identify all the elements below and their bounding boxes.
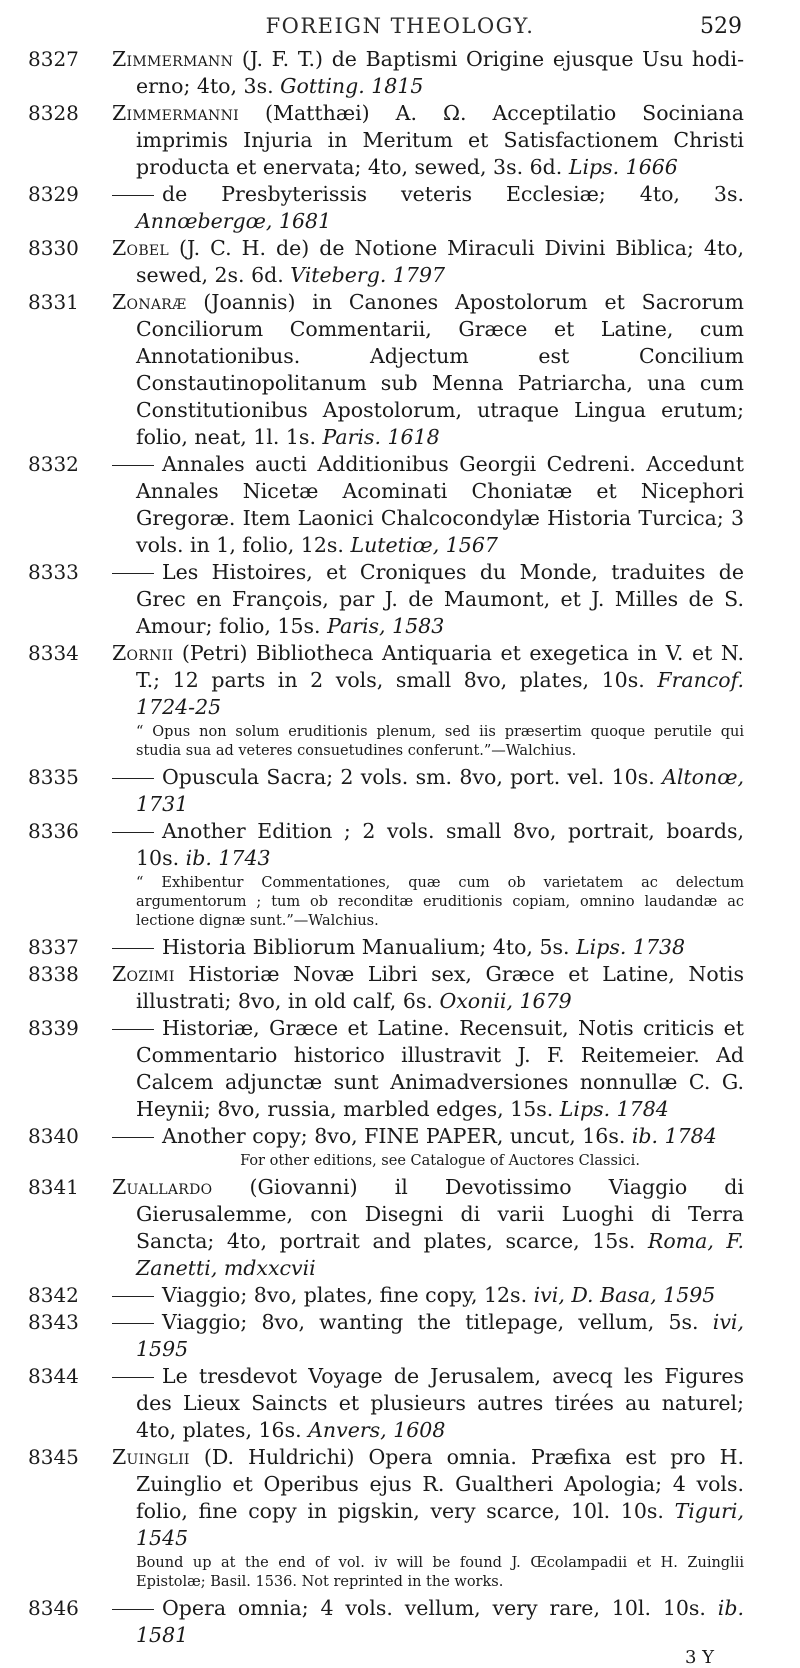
entry-text — [112, 1309, 744, 1363]
entry-imprint: Paris. 1618 — [322, 425, 440, 449]
author-name: Zuinglii — [112, 1445, 190, 1469]
entry-number: 8342 — [28, 1283, 79, 1307]
entry-description: (Giovanni) il Devotissimo Viaggio di Gierusalemme, con Disegni di varii Luoghi di Terra Sancta; 4to, portrait and plates, scarce, 15s. — [136, 1175, 744, 1253]
entry-imprint: Gotting. 1815 — [280, 74, 424, 98]
entry-number: 8338 — [28, 962, 79, 986]
entry-note: “ Opus non solum eruditionis plenum, sed iis præsertim quoque perutile qui studia sua ad veteres consuetudines conferunt.”—Walchius. — [136, 724, 744, 759]
entry-number: 8337 — [28, 935, 79, 959]
entry-number: 8332 — [28, 452, 79, 476]
entry-description: Viaggio; 8vo, plates, fine copy, 12s. — [162, 1283, 534, 1307]
catalogue-entry — [0, 1595, 800, 1649]
catalogue-entry — [0, 46, 800, 100]
entry-text — [112, 181, 744, 235]
entry-number: 8327 — [28, 47, 79, 71]
page-header — [0, 14, 800, 44]
catalogue-entry — [0, 289, 800, 451]
catalogue-entry — [0, 1174, 800, 1282]
ditto-dash — [112, 573, 154, 574]
entry-imprint: Anvers, 1608 — [308, 1418, 446, 1442]
entry-description: Opera omnia; 4 vols. vellum, very rare, 10l. 10s. — [162, 1596, 718, 1620]
entry-imprint: Tiguri, 1545 — [136, 1499, 744, 1550]
entry-number: 8330 — [28, 236, 79, 260]
signature-mark: 3 Y — [684, 1647, 714, 1668]
entry-note: For other editions, see Catalogue of Auctores Classici. — [240, 1153, 640, 1169]
entry-number: 8343 — [28, 1310, 79, 1334]
author-name: Zozimi — [112, 962, 175, 986]
catalogue-entry — [0, 1282, 800, 1309]
entry-text — [112, 289, 744, 451]
ditto-dash — [112, 1609, 154, 1610]
catalogue-entry — [0, 934, 800, 961]
entry-imprint: ivi, 1595 — [136, 1310, 744, 1361]
entry-text — [112, 1015, 744, 1123]
catalogue-entry — [0, 818, 800, 934]
entry-description: (J. F. T.) de Baptismi Origine ejusque Usu hodi-erno; 4to, 3s. — [136, 47, 744, 98]
entry-number: 8336 — [28, 819, 79, 843]
entry-imprint: ib. 1784 — [631, 1124, 717, 1148]
entry-imprint: Lips. 1784 — [559, 1097, 669, 1121]
entry-number: 8334 — [28, 641, 79, 665]
entry-text — [112, 1174, 744, 1282]
catalogue-entry — [0, 1123, 800, 1174]
entry-imprint: Annœbergœ, 1681 — [136, 209, 332, 233]
entry-imprint: Paris, 1583 — [327, 614, 445, 638]
entry-imprint: Lutetiœ, 1567 — [350, 533, 498, 557]
catalogue-entry — [0, 1363, 800, 1444]
catalogue-entry — [0, 1309, 800, 1363]
author-name: Zobel — [112, 236, 170, 260]
entry-number: 8339 — [28, 1016, 79, 1040]
entry-description: (J. C. H. de) de Notione Miraculi Divini Biblica; 4to, sewed, 2s. 6d. — [136, 236, 744, 287]
entry-text — [112, 818, 744, 872]
entry-number: 8341 — [28, 1175, 79, 1199]
entry-text — [112, 934, 744, 961]
catalogue-entry — [0, 1444, 800, 1595]
entry-text — [112, 100, 744, 181]
entry-description: Historia Bibliorum Manualium; 4to, 5s. — [162, 935, 577, 959]
ditto-dash — [112, 832, 154, 833]
page-number: 529 — [700, 14, 742, 39]
entry-text — [112, 640, 744, 721]
entry-text — [112, 1363, 744, 1444]
ditto-dash — [112, 948, 154, 949]
catalogue-entry — [0, 764, 800, 818]
entry-number: 8335 — [28, 765, 79, 789]
author-name: Zonaræ — [112, 290, 187, 314]
entry-imprint: ivi, D. Basa, 1595 — [533, 1283, 716, 1307]
entry-text — [112, 46, 744, 100]
entry-description: (Petri) Bibliotheca Antiquaria et exegetica in V. et N. T.; 12 parts in 2 vols, small 8vo, plates, 10s. — [136, 641, 744, 692]
entry-description: (D. Huldrichi) Opera omnia. Præfixa est pro H. Zuinglio et Operibus ejus R. Gualtheri Apologia; 4 vols. folio, fine copy in pigskin, very scarce, 10l. 10s. — [136, 1445, 744, 1523]
running-head: FOREIGN THEOLOGY. — [265, 14, 535, 38]
entry-imprint: ib. 1743 — [185, 846, 271, 870]
entry-text — [112, 1444, 744, 1552]
entry-number: 8345 — [28, 1445, 79, 1469]
entry-description: (Matthæi) A. Ω. Acceptilatio Sociniana imprimis Injuria in Meritum et Satisfactionem Christi producta et enervata; 4to, sewed, 3s. 6d. — [136, 101, 744, 179]
entry-imprint: Francof. 1724-25 — [136, 668, 744, 719]
ditto-dash — [112, 1029, 154, 1030]
entry-description: Le tresdevot Voyage de Jerusalem, avecq les Figures des Lieux Saincts et plusieurs autres tirées au naturel; 4to, plates, 16s. — [136, 1364, 744, 1442]
entry-description: Annales aucti Additionibus Georgii Cedreni. Accedunt Annales Nicetæ Acominati Choniatæ et Nicephori Gregoræ. Item Laonici Chalcocondylæ Historia Turcica; 3 vols. in 1, folio, 12s. — [136, 452, 744, 557]
entry-number: 8333 — [28, 560, 79, 584]
catalogue-entry — [0, 559, 800, 640]
author-name: Zimmermanni — [112, 101, 239, 125]
author-name: Zuallardo — [112, 1175, 213, 1199]
entry-imprint: Lips. 1738 — [576, 935, 686, 959]
entry-text — [112, 961, 744, 1015]
entry-imprint: Altonœ, 1731 — [136, 765, 744, 816]
entry-description: Opuscula Sacra; 2 vols. sm. 8vo, port. vel. 10s. — [162, 765, 663, 789]
entry-imprint: Oxonii, 1679 — [439, 989, 572, 1013]
entry-description: de Presbyterissis veteris Ecclesiæ; 4to, 3s. — [162, 182, 744, 206]
entry-number: 8344 — [28, 1364, 79, 1388]
entry-number: 8346 — [28, 1596, 79, 1620]
entry-text — [112, 1595, 744, 1649]
catalogue-entry — [0, 961, 800, 1015]
entry-imprint: Roma, F. Zanetti, mdxxcvii — [136, 1229, 744, 1280]
catalogue-entry — [0, 181, 800, 235]
catalogue-entry — [0, 640, 800, 764]
entry-text — [112, 559, 744, 640]
ditto-dash — [112, 1323, 154, 1324]
entry-imprint: Lips. 1666 — [568, 155, 678, 179]
entry-note: Bound up at the end of vol. iv will be found J. Œcolampadii et H. Zuinglii Epistolæ; Basil. 1536. Not reprinted in the works. — [136, 1555, 744, 1590]
entry-number: 8328 — [28, 101, 79, 125]
entry-imprint: ib. 1581 — [136, 1596, 744, 1647]
entry-note: “ Exhibentur Commentationes, quæ cum ob varietatem ac delectum argumentorum ; tum ob reconditæ eruditionis copiam, omnino laudandæ ac lectione dignæ sunt.”—Walchius. — [136, 875, 744, 929]
catalogue-entries — [0, 46, 800, 1668]
catalogue-entry — [0, 235, 800, 289]
entry-description: Another Edition ; 2 vols. small 8vo, portrait, boards, 10s. — [136, 819, 744, 870]
catalogue-entry — [0, 451, 800, 559]
entry-imprint: Viteberg. 1797 — [290, 263, 446, 287]
entry-description: Another copy; 8vo, FINE PAPER, uncut, 16s. — [162, 1124, 632, 1148]
entry-description: Historiæ, Græce et Latine. Recensuit, Notis criticis et Commentario historico illustravit J. F. Reitemeier. Ad Calcem adjunctæ sunt Animadversiones nonnullæ C. G. Heynii; 8vo, russia, marbled edges, 15s. — [136, 1016, 744, 1121]
entry-text — [112, 1282, 744, 1309]
catalogue-entry — [0, 1015, 800, 1123]
entry-text — [112, 1123, 744, 1150]
entry-text — [112, 235, 744, 289]
ditto-dash — [112, 195, 154, 196]
catalogue-entry — [0, 100, 800, 181]
author-name: Zimmermann — [112, 47, 234, 71]
entry-description: Les Histoires, et Croniques du Monde, traduites de Grec en François, par J. de Maumont, et J. Milles de S. Amour; folio, 15s. — [136, 560, 744, 638]
entry-description: (Joannis) in Canones Apostolorum et Sacrorum Conciliorum Commentarii, Græce et Latine, cum Annotationibus. Adjectum est Concilium Constautinopolitanum sub Menna Patriarcha, una cum Constitutionibus Apostolorum, utraque Lingua erutum; folio, neat, 1l. 1s. — [136, 290, 744, 449]
ditto-dash — [112, 1296, 154, 1297]
entry-number: 8340 — [28, 1124, 79, 1148]
entry-text — [112, 764, 744, 818]
entry-description: Historiæ Novæ Libri sex, Græce et Latine, Notis illustrati; 8vo, in old calf, 6s. — [136, 962, 744, 1013]
ditto-dash — [112, 1377, 154, 1378]
entry-number: 8331 — [28, 290, 79, 314]
ditto-dash — [112, 465, 154, 466]
ditto-dash — [112, 778, 154, 779]
entry-number: 8329 — [28, 182, 79, 206]
ditto-dash — [112, 1137, 154, 1138]
entry-text — [112, 451, 744, 559]
author-name: Zornii — [112, 641, 174, 665]
entry-description: Viaggio; 8vo, wanting the titlepage, vellum, 5s. — [162, 1310, 713, 1334]
